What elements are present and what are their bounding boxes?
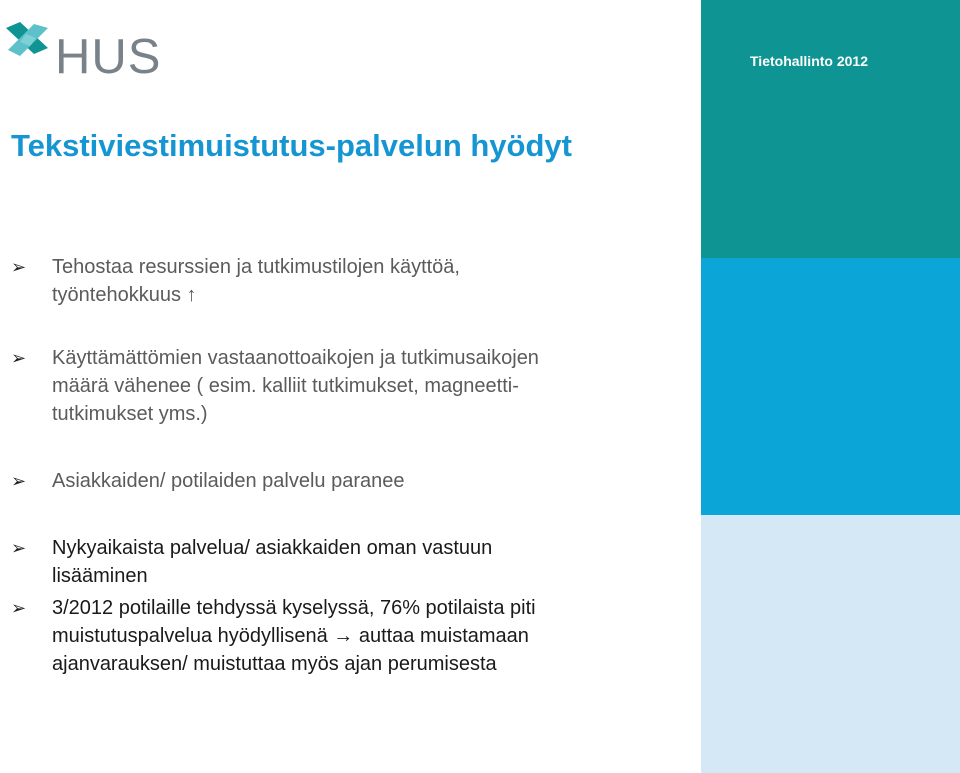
logo-text: HUS xyxy=(55,30,162,84)
bullet-text xyxy=(52,594,672,678)
bullet-text xyxy=(52,253,672,309)
bullet-text xyxy=(52,534,672,590)
bullet-text xyxy=(52,344,672,428)
bullet-line: 3/2012 potilaille tehdyssä kyselyssä, 76% potilaista piti xyxy=(52,597,536,619)
side-band-light xyxy=(701,515,960,773)
arrowhead-bullet-icon: ➢ xyxy=(11,598,27,618)
bullet-line: määrä vähenee ( esim. kalliit tutkimukset, magneetti- xyxy=(52,375,519,397)
arrowhead-bullet-icon: ➢ xyxy=(11,538,27,558)
bullet-line: tutkimukset yms.) xyxy=(52,403,208,425)
side-band-teal xyxy=(701,0,960,258)
side-band-blue xyxy=(701,258,960,515)
bullet-line: lisääminen xyxy=(52,565,148,587)
bullet-line: työntehokkuus ↑ xyxy=(52,284,197,306)
arrowhead-bullet-icon: ➢ xyxy=(11,471,27,491)
bullet-text xyxy=(52,467,672,495)
bullet-line: Asiakkaiden/ potilaiden palvelu paranee xyxy=(52,470,405,492)
header-label: Tietohallinto 2012 xyxy=(750,53,868,69)
bullet-line: muistutuspalvelua hyödyllisenä → auttaa muistamaan xyxy=(52,625,529,647)
slide-title: Tekstiviestimuistutus-palvelun hyödyt xyxy=(11,128,572,163)
bullet-line: Nykyaikaista palvelua/ asiakkaiden oman vastuun xyxy=(52,537,493,559)
arrowhead-bullet-icon: ➢ xyxy=(11,348,27,368)
bullet-line: ajanvarauksen/ muistuttaa myös ajan perumisesta xyxy=(52,653,497,675)
bullet-line: Käyttämättömien vastaanottoaikojen ja tutkimusaikojen xyxy=(52,347,539,369)
bullet-line: Tehostaa resurssien ja tutkimustilojen käyttöä, xyxy=(52,256,460,278)
arrowhead-bullet-icon: ➢ xyxy=(11,257,27,277)
